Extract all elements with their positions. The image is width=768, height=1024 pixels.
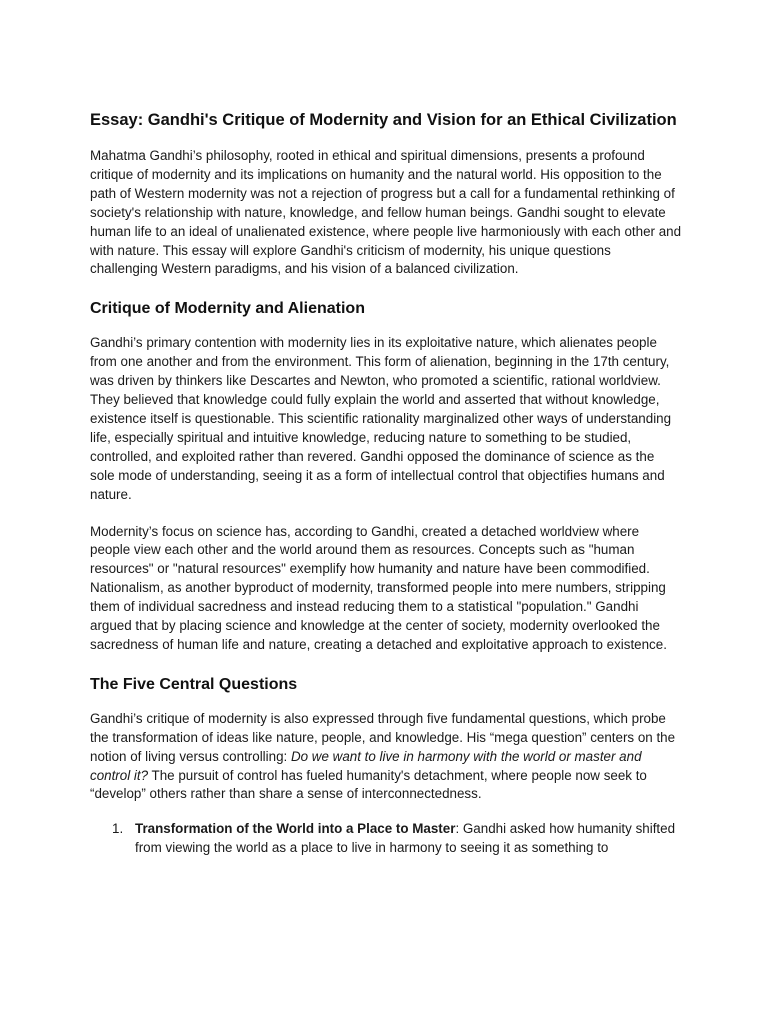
list-item-number: 1. <box>112 821 124 837</box>
five-questions-text-end: The pursuit of control has fueled humanity's detachment, where people now seek to “develop” others rather than share a sense of interconnectedness. <box>90 767 647 802</box>
section-heading-five-questions: The Five Central Questions <box>90 675 298 693</box>
list-item-text: : Gandhi asked how humanity shifted from viewing the world as a place to live in harmony to seeing it as something to <box>135 821 676 856</box>
mega-question-italic: Do we want to live in harmony with the world or master and control it? <box>90 748 642 783</box>
list-item <box>90 820 682 858</box>
intro-paragraph: Mahatma Gandhi’s philosophy, rooted in ethical and spiritual dimensions, presents a profound critique of modernity and its implications on humanity and the natural world. His opposition to the path of Western modernity was not a rejection of progress but a call for a fundamental rethinking of society's relationship with nature, knowledge, and fellow human beings. Gandhi sought to elevate human life to an ideal of unalienated existence, where people live harmoniously with each other and with nature. This essay will explore Gandhi's criticism of modernity, his unique questions challenging Western paradigms, and his vision of a balanced civilization. <box>90 148 682 277</box>
document-page <box>90 108 682 858</box>
critique-paragraph-2: Modernity’s focus on science has, according to Gandhi, created a detached worldview where people view each other and the world around them as resources. Concepts such as "human resources" or "natural resources" exemplify how humanity and nature have been commodified. Nationalism, as another byproduct of modernity, transformed people into mere numbers, stripping them of individual sacredness and instead reducing them to a statistical "population." Gandhi argued that by placing science and knowledge at the center of society, modernity overlooked the sacredness of human life and nature, creating a detached and exploitative approach to existence. <box>90 523 667 652</box>
five-questions-paragraph <box>90 710 682 805</box>
section-heading-critique: Critique of Modernity and Alienation <box>90 300 365 318</box>
critique-paragraph-1: Gandhi’s primary contention with modernity lies in its exploitative nature, which alienates people from one another and from the environment. This form of alienation, beginning in the 17th century, was driven by thinkers like Descartes and Newton, who promoted a scientific, rational worldview. They believed that knowledge could fully explain the world and asserted that without knowledge, existence itself is questionable. This scientific rationality marginalized other ways of understanding life, especially spiritual and intuitive knowledge, reducing nature to something to be studied, controlled, and exploited rather than revered. Gandhi opposed the dominance of science as the sole mode of understanding, seeing it as a form of intellectual control that objectifies humans and nature. <box>90 335 672 502</box>
essay-title: Essay: Gandhi's Critique of Modernity and Vision for an Ethical Civilization <box>90 111 677 129</box>
questions-list <box>90 820 682 858</box>
five-questions-text-start: Gandhi’s critique of modernity is also expressed through five fundamental questions, which probe the transformation of ideas like nature, people, and knowledge. His “mega question” centers on the notion of living versus controlling: <box>90 710 676 764</box>
list-item-bold-title: Transformation of the World into a Place to Master <box>135 821 456 837</box>
